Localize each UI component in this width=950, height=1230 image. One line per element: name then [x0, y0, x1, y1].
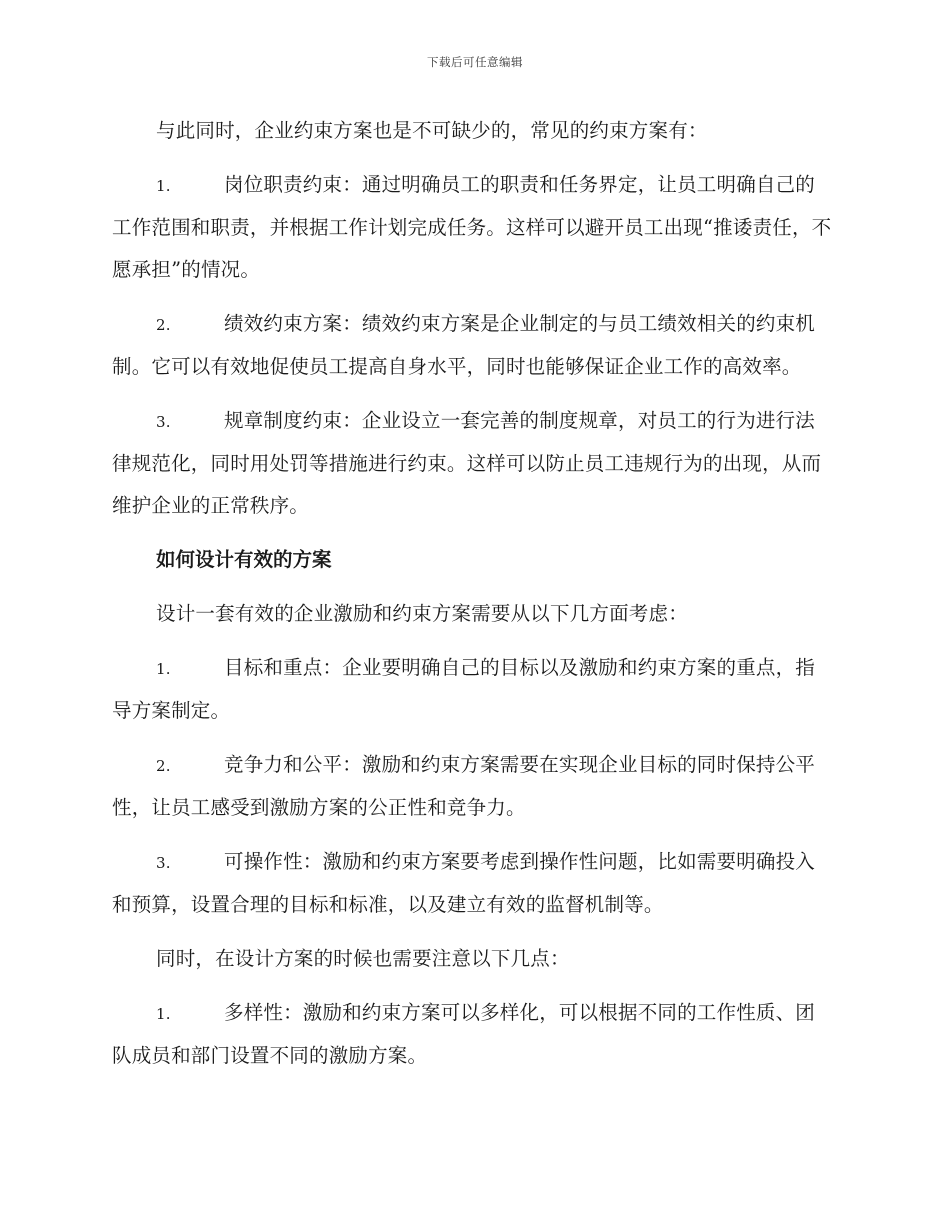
- notes-intro: 同时，在设计方案的时候也需要注意以下几点：: [156, 947, 570, 970]
- list-number: 2.: [156, 316, 171, 334]
- list-number: 1.: [156, 1005, 171, 1023]
- list-item-text: 岗位职责约束：通过明确员工的职责和任务界定，让员工明确自己的工作范围和职责，并根据工作计划完成任务。这样可以避开员工出现“推诿责任，不愿承担”的情况。: [112, 173, 832, 281]
- constraints-intro: 与此同时，企业约束方案也是不可缺少的，常见的约束方案有：: [156, 119, 708, 142]
- list-item-text: 规章制度约束：企业设立一套完善的制度规章，对员工的行为进行法律规范化，同时用处罚等措施进行约束。这样可以防止员工违规行为的出现，从而维护企业的正常秩序。: [112, 409, 822, 517]
- list-number: 3.: [156, 413, 171, 431]
- list-number: 1.: [156, 660, 171, 678]
- constraint-item-3: [112, 400, 834, 527]
- list-item-text: 多样性：激励和约束方案可以多样化，可以根据不同的工作性质、团队成员和部门设置不同的激励方案。: [112, 1001, 816, 1067]
- design-intro: 设计一套有效的企业激励和约束方案需要从以下几方面考虑：: [156, 602, 688, 625]
- list-item-text: 竞争力和公平：激励和约束方案需要在实现企业目标的同时保持公平性，让员工感受到激励方案的公正性和竞争力。: [112, 753, 816, 819]
- list-number: 2.: [156, 757, 171, 775]
- constraint-item-2: [112, 303, 834, 388]
- section-heading: 如何设计有效的方案: [156, 548, 332, 571]
- constraint-item-1: [112, 164, 834, 291]
- note-item-1: [112, 992, 834, 1077]
- list-number: 1.: [156, 177, 171, 195]
- document-body: [112, 110, 834, 1089]
- design-item-3: [112, 841, 834, 926]
- list-item-text: 绩效约束方案：绩效约束方案是企业制定的与员工绩效相关的约束机制。它可以有效地促使员工提高自身水平，同时也能够保证企业工作的高效率。: [112, 312, 816, 378]
- design-item-2: [112, 744, 834, 829]
- list-item-text: 目标和重点：企业要明确自己的目标以及激励和约束方案的重点，指导方案制定。: [112, 656, 816, 722]
- list-item-text: 可操作性：激励和约束方案要考虑到操作性问题，比如需要明确投入和预算，设置合理的目标和标准，以及建立有效的监督机制等。: [112, 850, 816, 916]
- page-header: 下载后可任意编辑: [427, 55, 523, 69]
- list-number: 3.: [156, 854, 171, 872]
- design-item-1: [112, 647, 834, 732]
